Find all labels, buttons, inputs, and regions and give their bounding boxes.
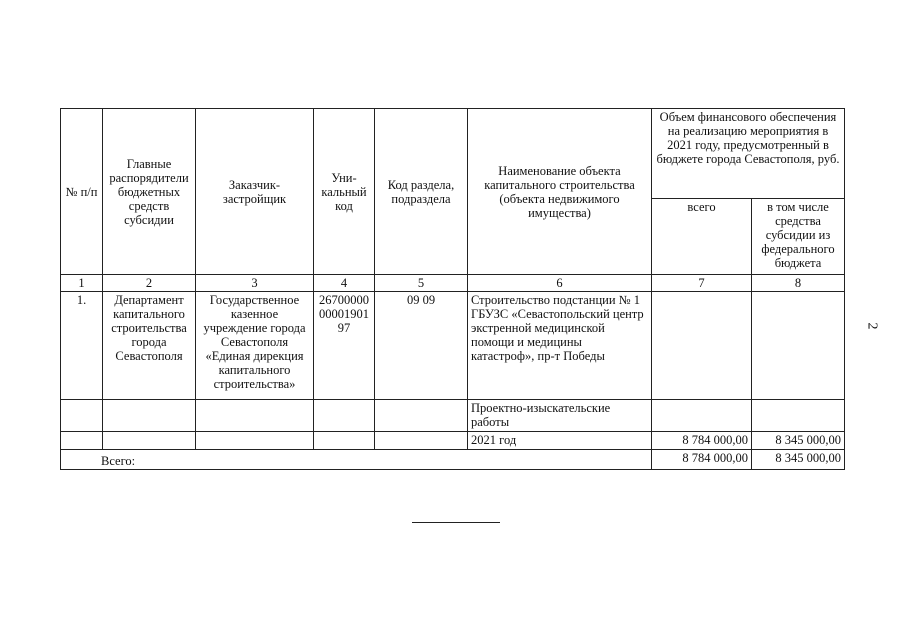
total-label: Всего: (61, 450, 652, 470)
col-number: 3 (196, 275, 314, 292)
column-numbers-row (61, 275, 845, 292)
header-total: всего (652, 199, 752, 275)
total-sum: 8 784 000,00 (652, 450, 752, 470)
row-year-federal: 8 345 000,00 (752, 432, 845, 450)
row-customer: Государственное казенное учреждение города Севастополя «Единая дирекция капитального строительства» (196, 292, 314, 400)
table-row (61, 432, 845, 450)
table-row (61, 400, 845, 432)
col-number: 5 (375, 275, 468, 292)
col-number: 7 (652, 275, 752, 292)
col-number: 6 (468, 275, 652, 292)
header-financing-group: Объем финансового обеспечения на реализацию мероприятия в 2021 году, предусмотренный в бюджете города Севастополя, руб. (652, 109, 845, 199)
row-works: Проектно-изыскательские работы (468, 400, 652, 432)
header-code: Уни-кальный код (314, 109, 375, 275)
col-number: 4 (314, 275, 375, 292)
table-row (61, 292, 845, 400)
row-manager: Департамент капитального строительства города Севастополя (103, 292, 196, 400)
header-object: Наименование объекта капитального строительства (объекта недвижимого имущества) (468, 109, 652, 275)
col-number: 1 (61, 275, 103, 292)
col-number: 8 (752, 275, 845, 292)
financing-table (60, 108, 845, 470)
total-federal: 8 345 000,00 (752, 450, 845, 470)
header-manager: Главные распорядители бюджетных средств субсидии (103, 109, 196, 275)
row-object: Строительство подстанции № 1 ГБУЗС «Севастопольский центр экстренной медицинской помощи и медицины катастроф», пр-т Победы (468, 292, 652, 400)
row-year-total: 8 784 000,00 (652, 432, 752, 450)
row-section: 09 09 (375, 292, 468, 400)
header-section: Код раздела, подраздела (375, 109, 468, 275)
row-year: 2021 год (468, 432, 652, 450)
row-code: 267000000000190197 (314, 292, 375, 400)
page-number: 2 (864, 322, 880, 330)
header-federal: в том числе средства субсидии из федерального бюджета (752, 199, 845, 275)
footer-divider (412, 522, 500, 523)
header-customer: Заказчик-застройщик (196, 109, 314, 275)
header-row (61, 109, 845, 199)
total-row (61, 450, 845, 470)
row-num: 1. (61, 292, 103, 400)
col-number: 2 (103, 275, 196, 292)
header-num: № п/п (61, 109, 103, 275)
